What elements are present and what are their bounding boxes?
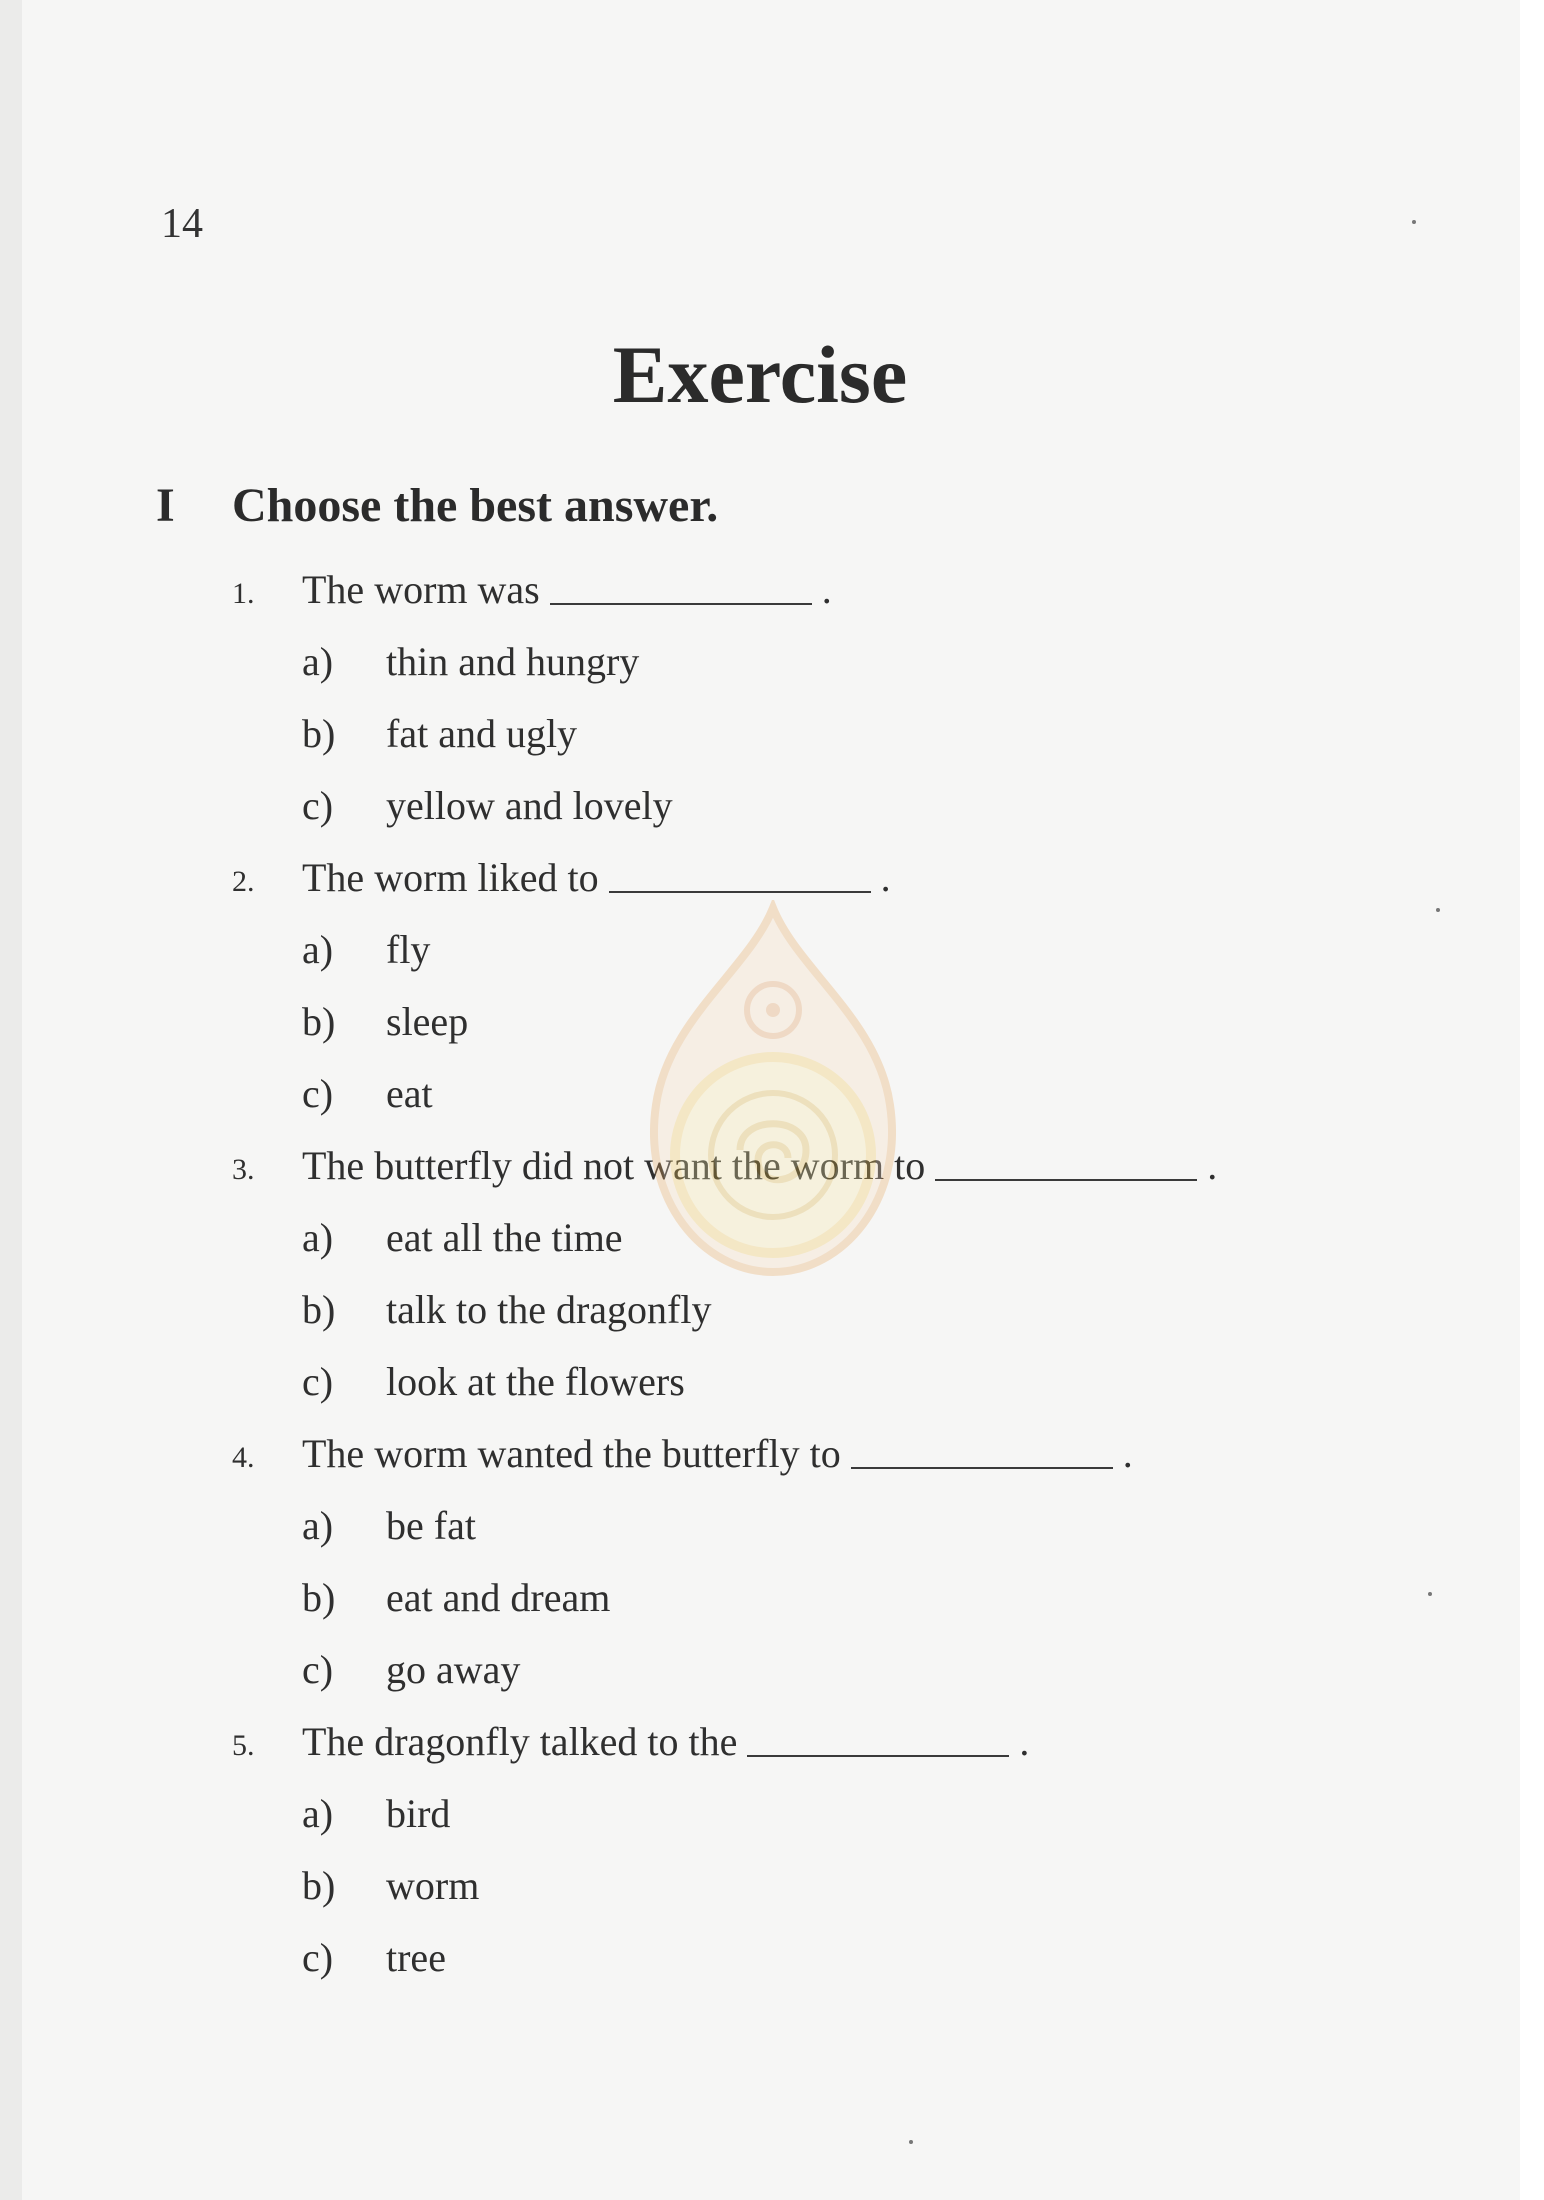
option-letter: a) — [302, 927, 334, 972]
question-4 — [232, 1418, 1412, 1706]
question-number: 5. — [232, 1729, 255, 1762]
option-b[interactable] — [302, 1850, 1412, 1922]
option-text: sleep — [386, 999, 469, 1044]
question-end: . — [1207, 1143, 1218, 1188]
option-text: look at the flowers — [386, 1359, 685, 1404]
option-letter: b) — [302, 999, 336, 1044]
option-list — [232, 1778, 1412, 1994]
question-end: . — [880, 855, 891, 900]
question-text: The worm wanted the butterfly to — [302, 1431, 841, 1476]
option-text: yellow and lovely — [386, 783, 673, 828]
option-text: tree — [386, 1935, 446, 1980]
option-b[interactable] — [302, 1274, 1412, 1346]
option-text: eat — [386, 1071, 433, 1116]
option-letter: a) — [302, 1503, 334, 1548]
question-text: The worm liked to — [302, 855, 599, 900]
option-letter: b) — [302, 711, 336, 756]
option-b[interactable] — [302, 1562, 1412, 1634]
section-numeral: I — [156, 479, 175, 532]
question-1 — [232, 554, 1412, 842]
option-letter: a) — [302, 1791, 334, 1836]
question-end: . — [821, 567, 832, 612]
option-a[interactable] — [302, 1490, 1412, 1562]
option-text: worm — [386, 1863, 480, 1908]
option-letter: c) — [302, 1647, 334, 1692]
option-c[interactable] — [302, 770, 1412, 842]
scan-speck — [1428, 1592, 1432, 1596]
option-text: bird — [386, 1791, 451, 1836]
option-letter: c) — [302, 1359, 334, 1404]
option-text: be fat — [386, 1503, 476, 1548]
answer-blank[interactable] — [550, 603, 812, 605]
option-text: talk to the dragonfly — [386, 1287, 712, 1332]
page-number: 14 — [161, 201, 203, 247]
question-number: 4. — [232, 1441, 255, 1474]
scan-speck — [1412, 220, 1416, 224]
option-letter: c) — [302, 783, 334, 828]
answer-blank[interactable] — [609, 891, 871, 893]
option-letter: a) — [302, 639, 334, 684]
answer-blank[interactable] — [747, 1755, 1009, 1757]
question-number: 1. — [232, 577, 255, 610]
option-letter: c) — [302, 1071, 334, 1116]
option-letter: b) — [302, 1287, 336, 1332]
scan-speck — [1436, 908, 1440, 912]
section-instruction: Choose the best answer. — [232, 479, 719, 532]
question-text: The dragonfly talked to the — [302, 1719, 738, 1764]
option-letter: b) — [302, 1863, 336, 1908]
answer-blank[interactable] — [851, 1467, 1113, 1469]
question-text: The worm was — [302, 567, 540, 612]
option-c[interactable] — [302, 1634, 1412, 1706]
seal-hub — [766, 1003, 780, 1017]
answer-blank[interactable] — [935, 1179, 1197, 1181]
section-heading — [156, 478, 718, 533]
option-text: eat all the time — [386, 1215, 623, 1260]
seal-inner-ring — [675, 1057, 871, 1253]
question-end: . — [1019, 1719, 1030, 1764]
question-stem — [232, 1418, 1412, 1490]
question-end: . — [1122, 1431, 1133, 1476]
option-list — [232, 1490, 1412, 1706]
option-text: fly — [386, 927, 431, 972]
option-text: thin and hungry — [386, 639, 640, 684]
option-list — [232, 626, 1412, 842]
option-text: eat and dream — [386, 1575, 611, 1620]
option-a[interactable] — [302, 1778, 1412, 1850]
institution-seal-icon — [628, 900, 918, 1280]
scan-speck — [909, 2140, 913, 2144]
question-number: 2. — [232, 865, 255, 898]
option-letter: a) — [302, 1215, 334, 1260]
question-text: The butterfly did not want the worm to — [302, 1143, 926, 1188]
question-stem — [232, 554, 1412, 626]
question-5 — [232, 1706, 1412, 1994]
option-a[interactable] — [302, 626, 1412, 698]
option-text: go away — [386, 1647, 521, 1692]
option-b[interactable] — [302, 698, 1412, 770]
option-letter: c) — [302, 1935, 334, 1980]
option-c[interactable] — [302, 1346, 1412, 1418]
option-text: fat and ugly — [386, 711, 578, 756]
option-letter: b) — [302, 1575, 336, 1620]
question-stem — [232, 1706, 1412, 1778]
question-number: 3. — [232, 1153, 255, 1186]
page-title: Exercise — [612, 329, 908, 420]
option-c[interactable] — [302, 1922, 1412, 1994]
